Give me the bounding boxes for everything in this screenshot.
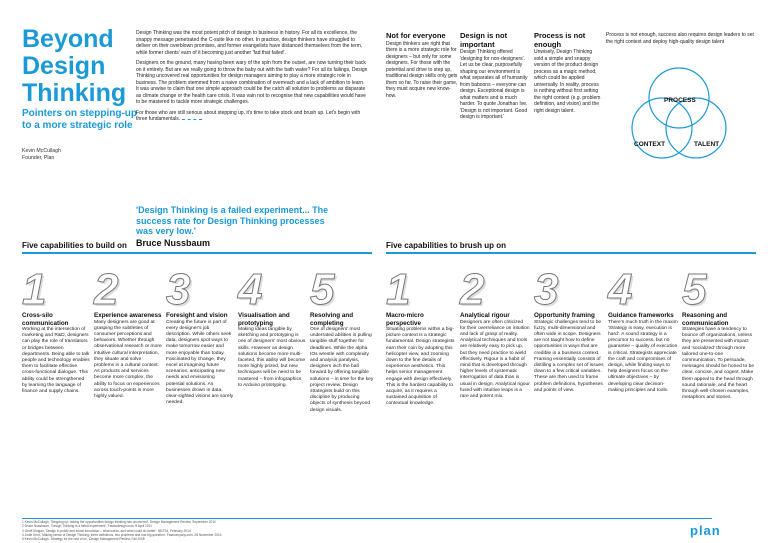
fundamental-title: Design is not important	[460, 31, 508, 49]
capability-body: There's much truth in the maxim 'Strategy is easy, execution is hard'. A sound strategy is a precursor to success, but no guarantee – quality of execution is critical. Strategists appreciate the craft and compromises of design, while finding ways to help designers focus on the ultimate objectives – by developing clear decision-making principles and tools.	[608, 319, 678, 393]
section-divider	[22, 252, 372, 254]
capability-title: Experience awareness	[94, 312, 162, 319]
capability-brush-5	[682, 265, 756, 401]
capability-body: Making ideas tangible by sketching and prototyping is one of designers' most obvious skills. However as design solutions become more multi-faceted, this ability will become more highly prized, but new techniques will be need to be mastered – from infographics to Arduino prototyping.	[238, 327, 306, 388]
arrow-icon	[182, 119, 202, 120]
capability-number: 1	[22, 265, 47, 314]
fundamental-process-not-enough	[534, 32, 602, 114]
fundamental-body: Unwisely, Design Thinking sold a simple and snappy version of the product design process as a magic method, which could be applied universally. In reality, process is nothing without first setting the right context (e.g. problem definition, and vision) and the right design talent.	[534, 49, 601, 114]
plan-logo: plan	[690, 523, 721, 538]
capability-body: Designers are often criticized for their overreliance on intuition and lack of grasp of reality. Analytical techniques and tools are relatively easy to pick up, but they need practice to wield effectively. Rigour is a habit of mind that is developed through higher levels of systematic interrogation of data than is usual in design. Analytical rigour fused with intuitive leaps is a rare and potent mix.	[460, 319, 530, 399]
venn-diagram-svg	[614, 60, 744, 170]
capability-brush-1	[386, 265, 456, 408]
footer-divider	[22, 518, 712, 519]
capability-body: Many designers are good at grasping the subtleties of consumer perceptions and behaviors. Whether through observational research or more intuitive cultural interpretation, they situate and solve problems in a cultural context. As products and services become more complex, the ability to focus on experiences across touch-points is more highly valued.	[94, 319, 162, 399]
capability-body: Strategies have a tendency to bounce off organizations, unless they are presented with impact and 'socialized' through more tailored one-to-one communication. To persuade, messages should be honed to be clear, concise, and cogent. Make them appeal to the head through sound rationale, and the heart through well-chosen examples, metaphors and stories.	[682, 327, 755, 401]
capability-brush-2	[460, 265, 530, 400]
footnote: 3 Geoff Mulgan, 'Design in public and social innovation – what works, and what could do better', NESTA, February 2014	[22, 528, 191, 533]
capability-number: 5	[310, 265, 335, 314]
capability-brush-3	[534, 265, 604, 394]
quote-author: Bruce Nussbaum	[136, 238, 211, 248]
capability-title: Visualisation and prototyping	[238, 312, 290, 327]
fundamental-body: Design Thinking offered 'designing for non-designers'. Let us be clear, purposefully shaping our environment is what separates all of humanity from baboons – everyone can design. Exceptional design is what matters and is much harder. To quote Jonathan Ive, 'Design is not important. Good design is important.'	[460, 49, 528, 120]
capability-title: Analytical rigour	[460, 312, 510, 319]
footnote: 2 Bruce Nussbaum, 'Design Thinking is a failed experiment', Fastcodesign.com, 6 April 2011	[22, 524, 152, 529]
section-title-build-on: Five capabilities to build on	[22, 241, 127, 250]
section-divider	[386, 252, 756, 254]
intro-text	[136, 30, 368, 123]
capability-title: Cross-silo communication	[22, 312, 69, 327]
capability-body: Situating problems within a big-picture context is a strategic fundamental. Design strategists earn their coin by adopting this helicopter view, and zooming down to the fine details of experience aesthetics. This helps senior management engage with design effectively. This is the hardest capability to acquire, as it requires a sustained acquisition of contextual knowledge.	[386, 327, 455, 407]
capability-title: Foresight and vision	[166, 312, 228, 319]
capability-title: Guidance frameworks	[608, 312, 674, 319]
capability-build-3	[166, 265, 234, 406]
capability-number: 3	[166, 265, 191, 314]
fundamental-not-for-everyone	[386, 32, 460, 99]
author-role: Founder, Plan	[22, 155, 55, 161]
pull-quote: 'Design Thinking is a failed experiment... The success rate for Design Thinking processes was very low.'	[136, 205, 329, 236]
capability-build-4	[238, 265, 306, 389]
capability-build-5	[310, 265, 376, 414]
capability-number: 2	[94, 265, 119, 314]
diagram-label-context: CONTEXT	[634, 141, 666, 148]
intro-paragraph-3: For those who are still serious about stepping up, it's time to take stock and brush up. Let's begin with three fundamentals.	[136, 109, 361, 122]
author-block	[22, 148, 142, 162]
diagram-label-process: PROCESS	[664, 97, 696, 104]
page-title: Beyond Design Thinking	[22, 25, 127, 107]
diagram-label-talent: TALENT	[694, 141, 720, 148]
capability-brush-4	[608, 265, 678, 394]
capability-number: 3	[534, 265, 559, 314]
capability-build-1	[22, 265, 90, 395]
intro-paragraph-2: Designers on the ground, many having been wary of the spin from the outset, are now turning their back on it entirely. But are we really going to throw the baby out with the bath water? For all its failings, Design Thinking uncovered real opportunities for design managers aiming to play a more strategic role in business. The problem stemmed from a naive combination of overreach and a lack of ambition to learn. It was unwise to claim that one simple approach could be the catch all solution to problems as disparate as climate change or the health care crisis. It was vain not to recognise that new capabilities would have to be mastered to tackle more strategic challenges.	[136, 60, 368, 105]
capability-number: 1	[386, 265, 411, 314]
capability-title: Opportunity framing	[534, 312, 595, 319]
capability-title: Resolving and completing	[310, 312, 354, 327]
capability-body: Working at the intersection of marketing and R&D, designers can play the role of translators or bridges between departments. Being able to talk people and technology enables them to facilitate effective cross-functional dialogue. This ability could be strengthened by learning the language of finance and supply chains.	[22, 327, 90, 395]
footnote: 1 Kevin McCullagh, 'Stepping up: raising the opportunities design thinking has uncovered', Design Management Review, September 2010	[22, 520, 216, 524]
fundamental-design-not-important	[460, 32, 530, 121]
section-title-brush-up: Five capabilities to brush up on	[386, 241, 507, 250]
diagram-caption: Process is not enough, success also requires design leaders to set the right context and deploy high-quality design talent	[606, 32, 754, 45]
capability-number: 4	[608, 265, 633, 314]
fundamental-title: Not for everyone	[386, 31, 446, 40]
author-name: Kevin McCullagh	[22, 148, 61, 154]
capability-title: Reasoning and communication	[682, 312, 729, 327]
capability-number: 5	[682, 265, 707, 314]
footnote: 4 Jodie Kent, 'Making sense of Design Thinking: three definitions, two problems and one big question', Fastcompany.com, 28 November 2014	[22, 532, 222, 537]
capability-body: Strategic challenges tend to be fuzzy, multi-dimensional and often wide in scope. Designers are not taught how to define opportunities in ways that are credible in a business context. Framing essentially consists of distilling a complex set of issues down to a few critical variables. These are then used to frame problem definitions, hypotheses and points of view.	[534, 319, 604, 393]
capability-number: 4	[238, 265, 263, 314]
intro-paragraph-1: Design Thinking was the most potent pitch of design to business in history. For all its excellence, the snappy message penetrated the C-suite like no other. In practice, design thinkers have struggled to deliver on their overblown promises, and former evangelists have distanced themselves from the term, while former clients' earn of it becoming just another 'fad that failed'.	[136, 30, 363, 56]
capability-body: Creating the future is part of every designer's job description. While others seek data, designers spot ways to make tomorrow easier and more enjoyable than today. Fascinated by change, they excel at imagining future scenarios, anticipating new needs and envisioning potential solutions. As businesses drown in data, clear-sighted visions are sorely needed.	[166, 319, 234, 406]
capability-body: One of designers' most underrated abilities is pulling tangible stuff together for deadlines. While the alpha IOs wrestle with complexity and analysis paralysis, designers inch the ball forward by offering tangible solutions – in time for the key project review. Design strategists build on this discipline by producing objects of synthesis beyond design visuals.	[310, 327, 374, 413]
capability-title: Macro-micro perspective	[386, 312, 424, 327]
page-subtitle: Pointers on stepping-up to a more strategic role	[22, 108, 137, 131]
fundamental-body: Design thinkers are right that there is a more strategic role for designers – but only for some designers. For those with the potential and drive to step up, traditional design skills only gets them so far. To raise their game, they must acquire new know-how.	[386, 40, 458, 99]
venn-diagram	[614, 60, 744, 170]
fundamental-title: Process is not enough	[534, 31, 586, 49]
footnote: 5 Kevin McCullagh, 'Strategy for the rest of us', Design Management Review, Fall 2008	[22, 537, 145, 542]
capability-build-2	[94, 265, 162, 400]
footnotes	[22, 520, 622, 541]
capability-number: 2	[460, 265, 485, 314]
